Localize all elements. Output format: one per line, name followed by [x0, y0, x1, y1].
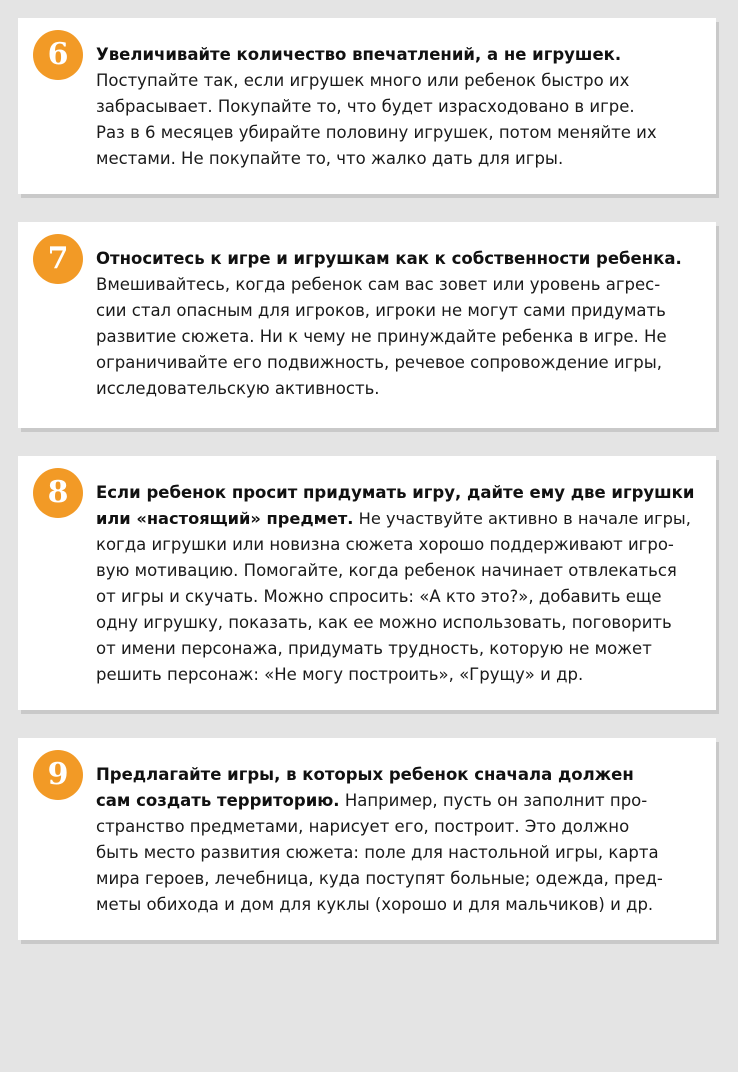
- text-line: мира героев, лечебница, куда поступят больные; одежда, пред-: [96, 869, 663, 888]
- text-line: от игры и скучать. Можно спросить: «А кто это?», добавить еще: [96, 587, 662, 606]
- text-line: меты обихода и дом для куклы (хорошо и для мальчиков) и др.: [96, 895, 654, 914]
- text-line: развитие сюжета. Ни к чему не принуждайте ребенка в игре. Не: [96, 327, 667, 346]
- text-line: ограничивайте его подвижность, речевое сопровождение игры,: [96, 353, 662, 372]
- tip-text: [96, 246, 696, 402]
- text-line: Раз в 6 месяцев убирайте половину игрушек, потом меняйте их: [96, 123, 657, 142]
- text-line: когда игрушки или новизна сюжета хорошо поддерживают игро-: [96, 535, 674, 554]
- text-line: решить персонаж: «Не могу построить», «Грущу» и др.: [96, 665, 584, 684]
- text-line: быть место развития сюжета: поле для настольной игры, карта: [96, 843, 659, 862]
- tip-card-8: [18, 456, 716, 710]
- tip-text: [96, 762, 696, 918]
- number-badge: 8: [33, 468, 83, 518]
- text-line: исследовательскую активность.: [96, 379, 380, 398]
- text-line: от имени персонажа, придумать трудность, которую не может: [96, 639, 652, 658]
- text-line: или «настоящий» предмет. Не участвуйте активно в начале игры,: [96, 509, 691, 528]
- tip-card-6: [18, 18, 716, 194]
- text-line: Увеличивайте количество впечатлений, а не игрушек.: [96, 45, 622, 64]
- tip-text: [96, 480, 696, 688]
- text-line: местами. Не покупайте то, что жалко дать для игры.: [96, 149, 564, 168]
- text-line: сам создать территорию. Например, пусть он заполнит про-: [96, 791, 648, 810]
- tip-card-9: [18, 738, 716, 940]
- text-line: Если ребенок просит придумать игру, дайте ему две игрушки: [96, 483, 695, 502]
- text-line: странство предметами, нарисует его, построит. Это должно: [96, 817, 630, 836]
- text-line: сии стал опасным для игроков, игроки не могут сами придумать: [96, 301, 666, 320]
- text-line: вую мотивацию. Помогайте, когда ребенок начинает отвлекаться: [96, 561, 677, 580]
- tip-card-7: [18, 222, 716, 428]
- number-badge: 7: [33, 234, 83, 284]
- tip-text: [96, 42, 696, 172]
- text-line: Предлагайте игры, в которых ребенок сначала должен: [96, 765, 634, 784]
- text-line: забрасывает. Покупайте то, что будет израсходовано в игре.: [96, 97, 635, 116]
- text-line: Относитесь к игре и игрушкам как к собственности ребенка.: [96, 249, 682, 268]
- text-line: Вмешивайтесь, когда ребенок сам вас зовет или уровень агрес-: [96, 275, 661, 294]
- number-badge: 9: [33, 750, 83, 800]
- text-line: одну игрушку, показать, как ее можно использовать, поговорить: [96, 613, 672, 632]
- number-badge: 6: [33, 30, 83, 80]
- text-line: Поступайте так, если игрушек много или ребенок быстро их: [96, 71, 630, 90]
